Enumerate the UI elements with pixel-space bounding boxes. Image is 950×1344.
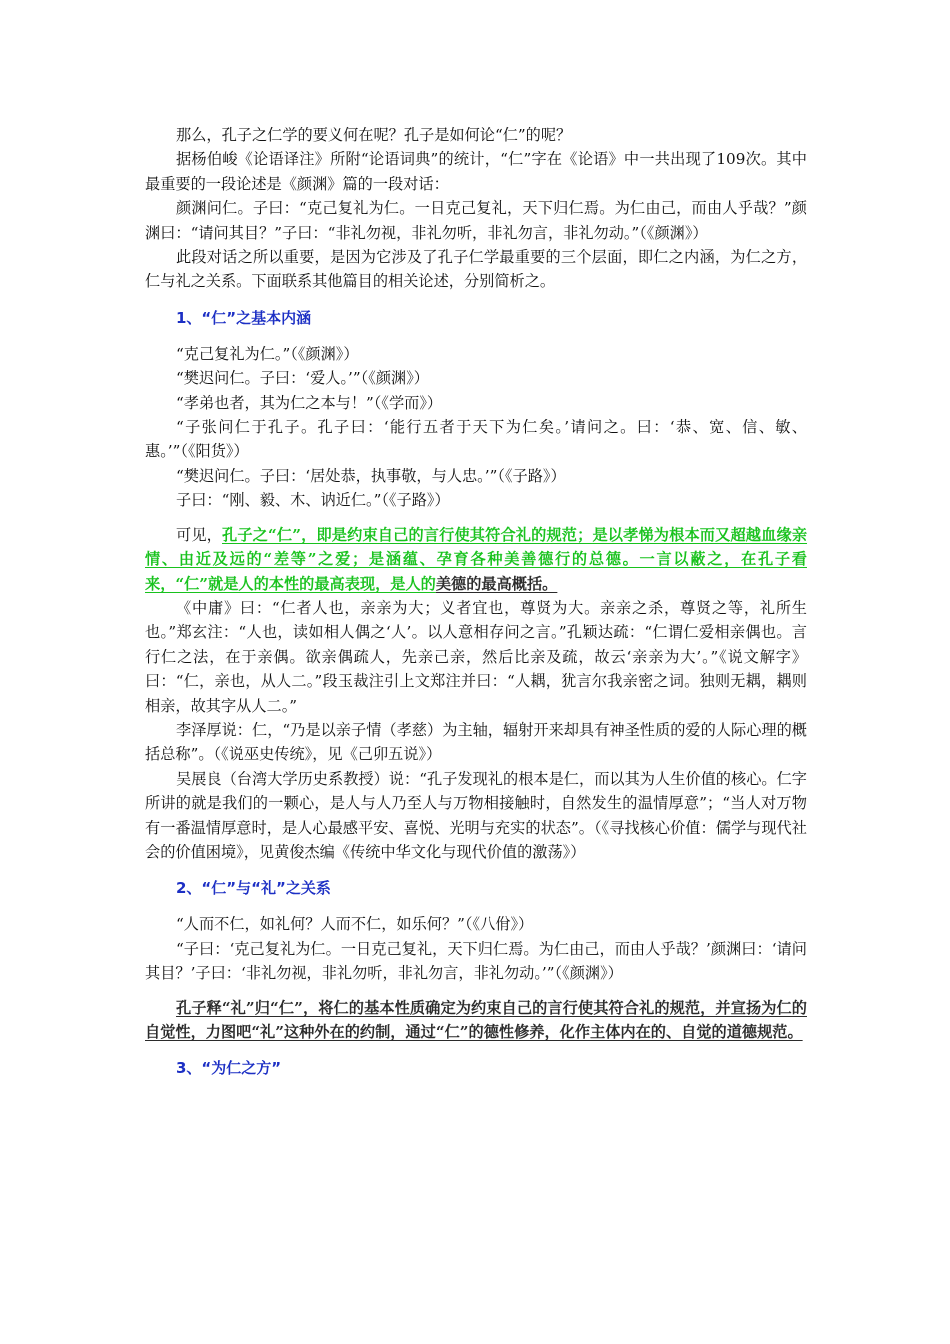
document-body (145, 123, 807, 1092)
quote-line: “子曰：‘克己复礼为仁。一日克己复礼，天下归仁焉。为仁由己，而由人乎哉？’颜渊曰：‘请问其目？’子曰：‘非礼勿视，非礼勿听，非礼勿言，非礼勿动。’”（《颜渊》） (145, 939, 807, 983)
highlighted-summary: 孔子之“仁”，即是约束自己的言行使其符合礼的规范；是以孝悌为根本而又超越血缘亲情、由近及远的“差等”之爱；是涵蕴、孕育各种美善德行的总德。一言以蔽之，在孔子看来，“仁”就是人的本性的最高表现，是人的 (145, 525, 808, 593)
section-heading-3: 3、“为仁之方” (176, 1059, 282, 1078)
quote-line: “人而不仁，如礼何？人而不仁，如乐何？”（《八佾》） (176, 915, 534, 934)
summary-paragraph-1 (145, 523, 807, 596)
commentary-paragraph: 《中庸》曰：“仁者人也，亲亲为大；义者宜也，尊贤为大。亲亲之杀，尊贤之等，礼所生也。”郑玄注：“人也，读如相人偶之‘人’。以人意相存问之言。”孔颖达疏：“仁谓仁爱相亲偶也。言行仁之法，在于亲偶。欲亲偶疏人，先亲己亲，然后比亲及疏，故云‘亲亲为大’。”《说文解字》曰：“仁，亲也，从人二。”段玉裁注引上文郑注并曰：“人耦，犹言尔我亲密之词。独则无耦，耦则相亲，故其字从人二。” (145, 598, 807, 715)
quote-line: “克己复礼为仁。”（《颜渊》） (176, 344, 359, 363)
quote-line: “樊迟问仁。子曰：‘居处恭，执事敬，与人忠。’”（《子路》） (176, 466, 566, 485)
section-heading-2: 2、“仁”与“礼”之关系 (176, 879, 331, 898)
dialogue-paragraph: 颜渊问仁。子曰：“克己复礼为仁。一日克己复礼，天下归仁焉。为仁由己，而由人乎哉？”颜渊曰：“请问其目？”子曰：“非礼勿视，非礼勿听，非礼勿言，非礼勿动。”（《颜渊》） (145, 199, 807, 242)
quote-line: “子张问仁于孔子。孔子曰：‘能行五者于天下为仁矣。’请问之。曰：‘恭、宽、信、敏、惠。’”（《阳货》） (145, 418, 807, 461)
commentary-paragraph: 吴展良（台湾大学历史系教授）说：“孔子发现礼的根本是仁，而以其为人生价值的核心。仁字所讲的就是我们的一颗心，是人与人乃至人与万物相接触时，自然发生的温情厚意”；“当人对万物有一番温情厚意时，是人心最感平安、喜悦、光明与充实的状态”。（《寻找核心价值：儒学与现代社会的价值困境》，见黄俊杰编《传统中华文化与现代价值的激荡》） (145, 769, 807, 861)
intro-paragraph: 据杨伯峻《论语译注》所附“论语词典”的统计，“仁”字在《论语》中一共出现了109次。其中最重要的一段论述是《颜渊》篇的一段对话： (145, 150, 807, 193)
quote-line: 子曰：“刚、毅、木、讷近仁。”（《子路》） (176, 491, 450, 510)
highlighted-summary-end: 美德的最高概括。 (435, 574, 558, 593)
quote-line: “孝弟也者，其为仁之本与！”（《学而》） (176, 393, 443, 412)
intro-paragraph: 那么，孔子之仁学的要义何在呢？孔子是如何论“仁”的呢？ (176, 126, 572, 144)
commentary-paragraph: 李泽厚说：仁，“乃是以亲子情（孝慈）为主轴，辐射开来却具有神圣性质的爱的人际心理的概括总称”。（《说巫史传统》，见《己卯五说》） (145, 720, 807, 764)
intro-paragraph: 此段对话之所以重要，是因为它涉及了孔子仁学最重要的三个层面，即仁之内涵，为仁之方，仁与礼之关系。下面联系其他篇目的相关论述，分别简析之。 (145, 248, 807, 291)
summary-paragraph-2: 孔子释“礼”归“仁”，将仁的基本性质确定为约束自己的言行使其符合礼的规范，并宣扬为仁的自觉性，力图吧“礼”这种外在的约制，通过“仁”的德性修养，化作主体内在的、自觉的道德规范。 (145, 998, 807, 1041)
quote-line: “樊迟问仁。子曰：‘爱人。’”（《颜渊》） (176, 369, 429, 388)
summary-prefix: 可见， (176, 525, 223, 544)
section-heading-1: 1、“仁”之基本内涵 (176, 308, 312, 327)
